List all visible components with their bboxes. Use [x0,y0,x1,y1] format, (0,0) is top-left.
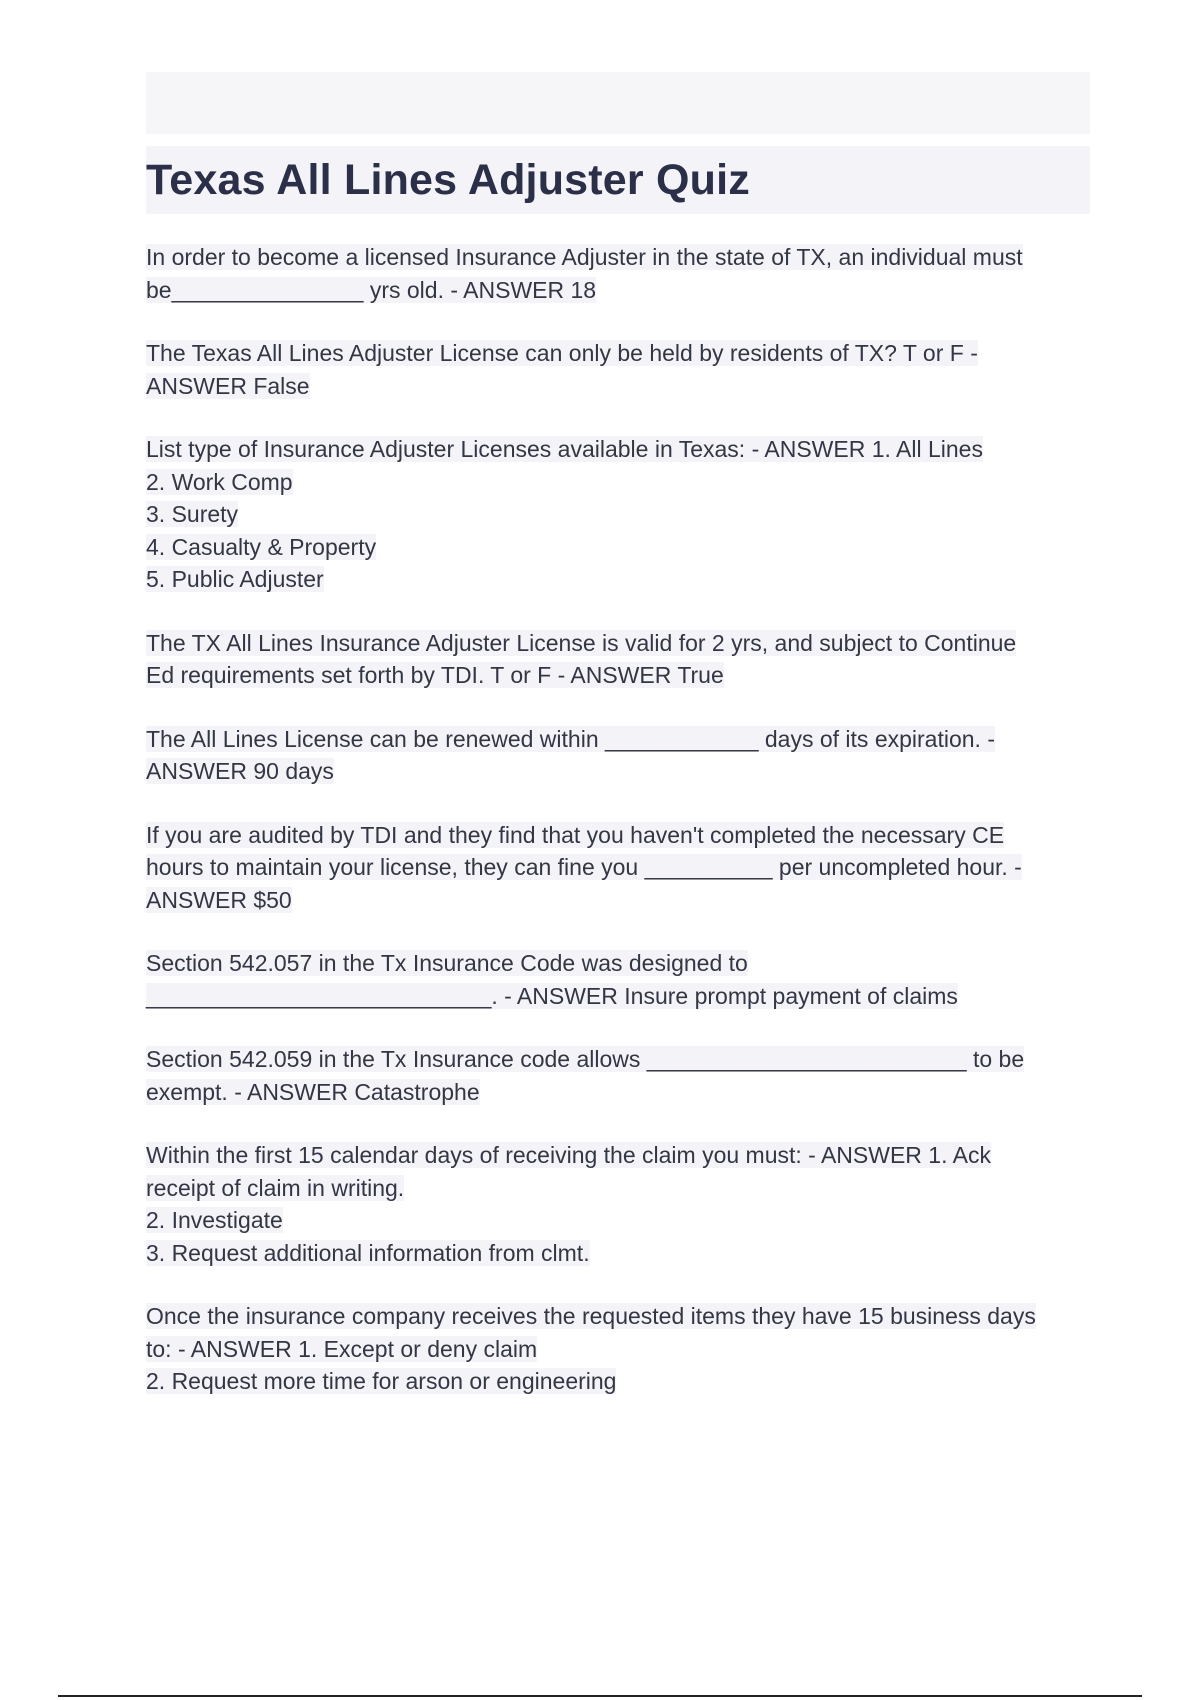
page-title: Texas All Lines Adjuster Quiz [146,156,750,204]
quiz-item [146,1300,1090,1398]
quiz-item [146,627,1090,692]
quiz-item-text: be_______________ yrs old. - ANSWER 18 [146,276,597,303]
quiz-item [146,337,1090,402]
quiz-item-text: The Texas All Lines Adjuster License can only be held by residents of TX? T or F - [146,340,978,366]
quiz-item-text: The All Lines License can be renewed within ____________ days of its expiration. - [146,725,995,752]
quiz-item-text: ANSWER False [146,372,310,399]
quiz-item-text: receipt of claim in writing. [146,1174,405,1201]
quiz-item [146,241,1090,306]
quiz-item-text: 3. Surety [146,501,239,527]
quiz-item-text: Section 542.059 in the Tx Insurance code allows _________________________ to be [146,1046,1025,1072]
quiz-item-text: exempt. - ANSWER Catastrophe [146,1078,480,1105]
quiz-item-text: 2. Investigate [146,1207,283,1233]
quiz-item-text: hours to maintain your license, they can fine you __________ per uncompleted hour. - [146,854,1022,880]
quiz-item-text: Once the insurance company receives the requested items they have 15 business days [146,1303,1036,1329]
header-band [146,72,1090,134]
quiz-item [146,947,1090,1012]
quiz-item-text: Within the first 15 calendar days of receiving the claim you must: - ANSWER 1. Ack [146,1142,991,1168]
quiz-item-text: ANSWER 90 days [146,758,334,784]
quiz-item-text: 4. Casualty & Property [146,533,377,560]
quiz-item-text: Ed requirements set forth by TDI. T or F - ANSWER True [146,662,724,688]
quiz-item [146,1043,1090,1108]
quiz-content [146,241,1090,1429]
quiz-item-text: In order to become a licensed Insurance Adjuster in the state of TX, an individual must [146,244,1023,270]
quiz-item [146,433,1090,596]
quiz-item-text: The TX All Lines Insurance Adjuster License is valid for 2 yrs, and subject to Continue [146,629,1017,656]
footer-rule [58,1695,1142,1697]
quiz-item-text: List type of Insurance Adjuster Licenses available in Texas: - ANSWER 1. All Lines [146,436,983,462]
quiz-item [146,1139,1090,1269]
quiz-item-text: 3. Request additional information from clmt. [146,1239,590,1266]
quiz-item-text: 2. Request more time for arson or engineering [146,1368,617,1394]
quiz-item-text: 2. Work Comp [146,468,293,495]
quiz-item-text: ANSWER $50 [146,886,292,913]
quiz-item [146,819,1090,917]
quiz-item-text: ___________________________. - ANSWER Insure prompt payment of claims [146,982,958,1009]
quiz-item-text: 5. Public Adjuster [146,566,324,592]
quiz-item-text: to: - ANSWER 1. Except or deny claim [146,1335,538,1362]
quiz-item-text: If you are audited by TDI and they find that you haven't completed the necessary CE [146,821,1005,848]
quiz-item [146,723,1090,788]
quiz-item-text: Section 542.057 in the Tx Insurance Code was designed to [146,950,748,976]
